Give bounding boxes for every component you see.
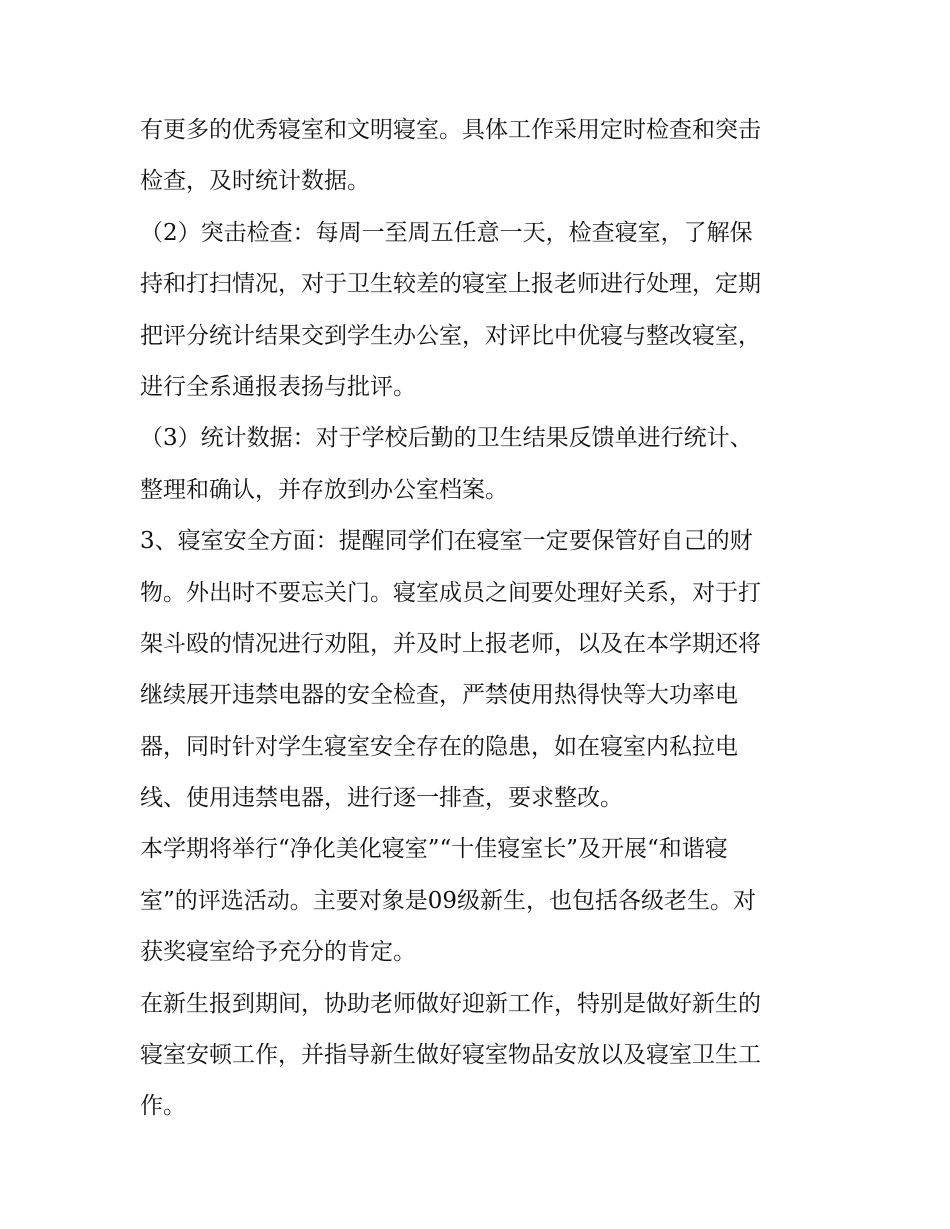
text-line: 获奖寝室给予充分的肯定。: [140, 939, 416, 966]
text-line: 作。: [140, 1093, 186, 1120]
text-line: 持和打扫情况，对于卫生较差的寝室上报老师进行处理，定期: [140, 271, 761, 298]
text-line: 物。外出时不要忘关门。寝室成员之间要处理好关系，对于打: [140, 579, 761, 606]
text-line: 有更多的优秀寝室和文明寝室。具体工作采用定时检查和突击: [140, 117, 761, 143]
text-line: 架斗殴的情况进行劝阻，并及时上报老师，以及在本学期还将: [140, 630, 761, 657]
document-body: [140, 105, 820, 1133]
text-line: 线、使用违禁电器，进行逐一排查，要求整改。: [140, 785, 623, 812]
text-line: 继续展开违禁电器的安全检查，严禁使用热得快等大功率电: [140, 682, 738, 709]
text-line: 在新生报到期间，协助老师做好迎新工作，特别是做好新生的: [140, 990, 761, 1017]
text-line: 把评分统计结果交到学生办公室，对评比中优寝与整改寝室，: [140, 322, 761, 349]
text-line: 3、寝室安全方面：提醒同学们在寝室一定要保管好自己的财: [140, 528, 753, 555]
text-line: 进行全系通报表扬与批评。: [140, 373, 416, 400]
text-line: 寝室安顿工作，并指导新生做好寝室物品安放以及寝室卫生工: [140, 1042, 761, 1069]
text-line: 室”的评选活动。主要对象是09级新生，也包括各级老生。对: [140, 887, 757, 914]
text-line: 整理和确认，并存放到办公室档案。: [140, 476, 508, 503]
text-line: （3）统计数据：对于学校后勤的卫生结果反馈单进行统计、: [140, 425, 753, 452]
text-line: 检查，及时统计数据。: [140, 168, 370, 195]
text-line: 本学期将举行“净化美化寝室”“十佳寝室长”及开展“和谐寝: [140, 836, 728, 863]
text-line: 器，同时针对学生寝室安全存在的隐患，如在寝室内私拉电: [140, 733, 738, 760]
text-line: （2）突击检查：每周一至周五任意一天，检查寝室，了解保: [140, 219, 753, 246]
